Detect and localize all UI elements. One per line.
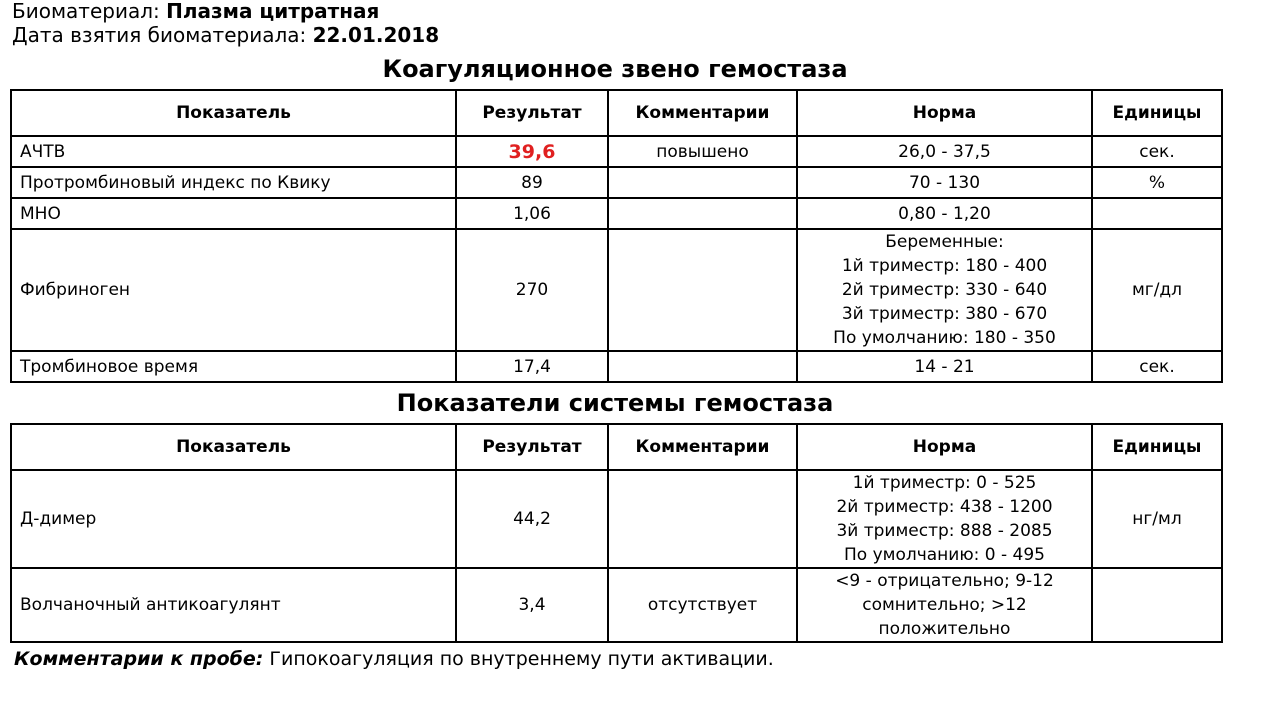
col-header-indicator: Показатель <box>11 90 456 136</box>
indicator-name: АЧТВ <box>11 136 456 167</box>
col-header-result: Результат <box>456 90 608 136</box>
indicator-name: Волчаночный антикоагулянт <box>11 568 456 642</box>
table-row <box>11 470 1222 568</box>
unit-cell <box>1092 198 1222 229</box>
norm-line: сомнительно; >12 <box>862 595 1027 615</box>
coagulation-table <box>10 89 1223 383</box>
table-row <box>11 568 1222 642</box>
indicator-name: МНО <box>11 198 456 229</box>
biomaterial-value: Плазма цитратная <box>166 0 380 23</box>
col-header-norm: Норма <box>797 90 1092 136</box>
norm-cell: 70 - 130 <box>797 167 1092 198</box>
table-header-row <box>11 90 1222 136</box>
col-header-comments: Комментарии <box>608 424 797 470</box>
norm-line: 2й триместр: 438 - 1200 <box>836 497 1053 517</box>
col-header-units: Единицы <box>1092 424 1222 470</box>
table-row <box>11 167 1222 198</box>
hemostasis-table <box>10 423 1223 643</box>
result-value: 3,4 <box>456 568 608 642</box>
table-row <box>11 351 1222 382</box>
comment-cell <box>608 198 797 229</box>
comment-cell <box>608 229 797 351</box>
date-value: 22.01.2018 <box>312 23 440 47</box>
date-line <box>12 24 439 46</box>
biomaterial-line <box>12 0 379 22</box>
unit-cell: сек. <box>1092 351 1222 382</box>
col-header-comments: Комментарии <box>608 90 797 136</box>
indicator-name: Протромбиновый индекс по Квику <box>11 167 456 198</box>
col-header-norm: Норма <box>797 424 1092 470</box>
indicator-name: Тромбиновое время <box>11 351 456 382</box>
sample-comment-label: Комментарии к пробе: <box>14 648 264 670</box>
result-value: 1,06 <box>456 198 608 229</box>
norm-cell <box>797 568 1092 642</box>
comment-cell <box>608 167 797 198</box>
section2-title: Показатели системы гемостаза <box>396 389 834 417</box>
unit-cell <box>1092 568 1222 642</box>
col-header-units: Единицы <box>1092 90 1222 136</box>
col-header-result: Результат <box>456 424 608 470</box>
col-header-indicator: Показатель <box>11 424 456 470</box>
comment-cell: повышено <box>608 136 797 167</box>
comment-cell <box>608 351 797 382</box>
result-value: 44,2 <box>456 470 608 568</box>
sample-comment <box>14 648 774 670</box>
norm-line: положительно <box>878 619 1011 639</box>
indicator-name: Д-димер <box>11 470 456 568</box>
unit-cell: мг/дл <box>1092 229 1222 351</box>
comment-cell <box>608 470 797 568</box>
norm-line: 1й триместр: 180 - 400 <box>841 256 1048 276</box>
table-row <box>11 229 1222 351</box>
norm-cell <box>797 470 1092 568</box>
norm-line: <9 - отрицательно; 9-12 <box>835 571 1054 591</box>
norm-line: По умолчанию: 180 - 350 <box>833 328 1056 348</box>
norm-cell: 0,80 - 1,20 <box>797 198 1092 229</box>
unit-cell: сек. <box>1092 136 1222 167</box>
sample-comment-text: Гипокоагуляция по внутреннему пути активации. <box>269 648 774 670</box>
norm-cell: 26,0 - 37,5 <box>797 136 1092 167</box>
date-label: Дата взятия биоматериала: <box>12 23 307 47</box>
table-row <box>11 136 1222 167</box>
indicator-name: Фибриноген <box>11 229 456 351</box>
result-value <box>456 136 608 167</box>
result-value: 17,4 <box>456 351 608 382</box>
table-row <box>11 198 1222 229</box>
result-value: 89 <box>456 167 608 198</box>
norm-line: По умолчанию: 0 - 495 <box>843 545 1045 565</box>
norm-line: 3й триместр: 888 - 2085 <box>836 521 1053 541</box>
comment-cell: отсутствует <box>608 568 797 642</box>
unit-cell: нг/мл <box>1092 470 1222 568</box>
norm-cell <box>797 229 1092 351</box>
norm-line: 1й триместр: 0 - 525 <box>852 473 1037 493</box>
norm-line: Беременные: <box>885 232 1004 252</box>
result-value: 270 <box>456 229 608 351</box>
table-header-row <box>11 424 1222 470</box>
norm-line: 3й триместр: 380 - 670 <box>841 304 1048 324</box>
unit-cell: % <box>1092 167 1222 198</box>
biomaterial-label: Биоматериал: <box>12 0 160 23</box>
section1-title: Коагуляционное звено гемостаза <box>382 55 848 83</box>
norm-cell: 14 - 21 <box>797 351 1092 382</box>
elevated-result: 39,6 <box>508 140 556 163</box>
norm-line: 2й триместр: 330 - 640 <box>841 280 1048 300</box>
